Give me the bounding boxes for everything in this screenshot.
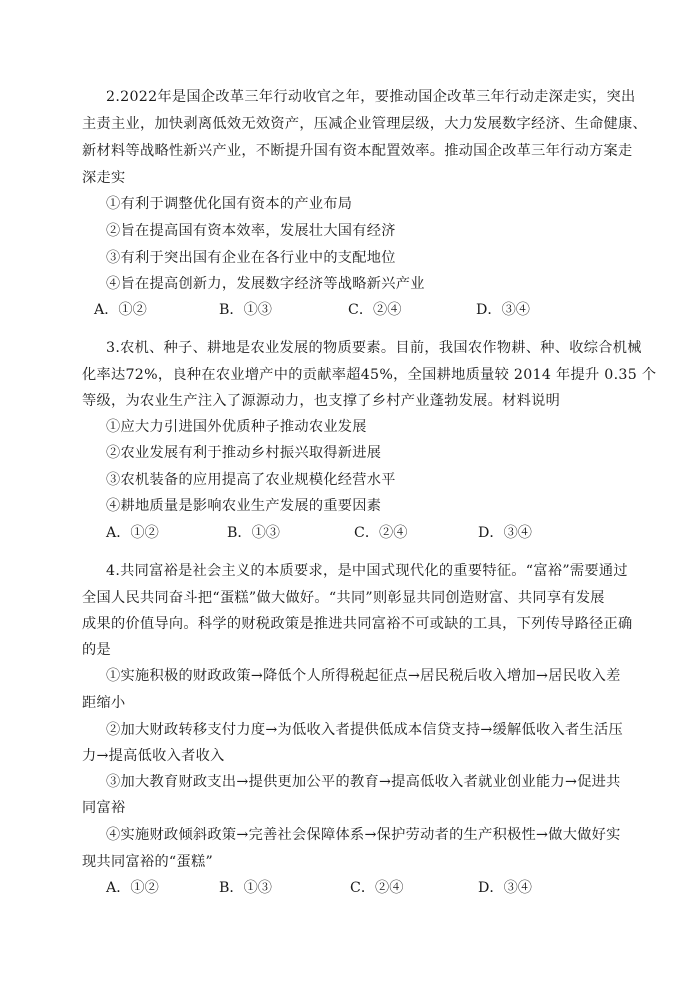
option-1: ①有利于调整优化国有资本的产业布局 xyxy=(106,196,353,212)
option-4-continuation: 现共同富裕的“蛋糕” xyxy=(82,854,214,870)
option-2-continuation: 力→提高低收入者收入 xyxy=(82,748,225,764)
choice-a: A．①② xyxy=(94,302,147,318)
option-2: ②加大财政转移支付力度→为低收入者提供低成本信贷支持→缓解低收入者生活压 xyxy=(106,722,623,738)
option-4: ④实施财政倾斜政策→完善社会保障体系→保护劳动者的生产积极性→做大做好实 xyxy=(106,827,621,843)
question-stem-line: 3.农机、种子、耕地是农业发展的物质要素。目前，我国农作物耕、种、收综合机械 xyxy=(106,340,642,356)
option-4: ④旨在提高创新力，发展数字经济等战略新兴产业 xyxy=(106,276,425,292)
option-3: ③农机装备的应用提高了农业规模化经营水平 xyxy=(106,472,396,488)
option-1-continuation: 距缩小 xyxy=(82,695,126,711)
choice-b: B．①③ xyxy=(219,880,272,896)
option-3: ③有利于突出国有企业在各行业中的支配地位 xyxy=(106,250,396,266)
choice-d: D．③④ xyxy=(476,302,530,318)
choice-a: A．①② xyxy=(106,525,159,541)
question-stem-line: 的是 xyxy=(82,642,111,658)
option-2: ②农业发展有利于推动乡村振兴取得新进展 xyxy=(106,445,382,461)
question-stem-line: 全国人民共同奋斗把“蛋糕”做大做好。“共同”则彰显共同创造财富、共同享有发展 xyxy=(82,590,605,606)
choice-d: D．③④ xyxy=(478,525,532,541)
answer-choices xyxy=(0,523,695,543)
option-2: ②旨在提高国有资本效率，发展壮大国有经济 xyxy=(106,223,396,239)
question-stem-line: 主责主业，加快剥离低效无效资产，压减企业管理层级，大力发展数字经济、生命健康、 xyxy=(82,116,648,132)
question-stem-line: 新材料等战略性新兴产业，不断提升国有资本配置效率。推动国企改革三年行动方案走 xyxy=(82,143,633,159)
answer-choices xyxy=(0,878,695,898)
choice-c: C．②④ xyxy=(348,302,402,318)
choice-b: B．①③ xyxy=(227,525,280,541)
option-3-continuation: 同富裕 xyxy=(82,800,126,816)
question-stem-line: 4.共同富裕是社会主义的本质要求，是中国式现代化的重要特征。“富裕”需要通过 xyxy=(106,563,628,579)
choice-c: C．②④ xyxy=(354,525,408,541)
answer-choices xyxy=(0,300,695,320)
choice-d: D．③④ xyxy=(478,880,532,896)
choice-c: C．②④ xyxy=(350,880,404,896)
question-stem-line: 化率达72%，良种在农业增产中的贡献率超45%，全国耕地质量较 2014 年提升 0.35 个 xyxy=(82,367,657,383)
choice-a: A．①② xyxy=(106,880,159,896)
question-stem-line: 2.2022年是国企改革三年行动收官之年，要推动国企改革三年行动走深走实，突出 xyxy=(106,89,636,105)
option-1: ①应大力引进国外优质种子推动农业发展 xyxy=(106,419,367,435)
option-4: ④耕地质量是影响农业生产发展的重要因素 xyxy=(106,498,382,514)
option-1: ①实施积极的财政政策→降低个人所得税起征点→居民税后收入增加→居民收入差 xyxy=(106,668,621,684)
question-stem-line: 深走实 xyxy=(82,170,126,186)
choice-b: B．①③ xyxy=(219,302,272,318)
question-stem-line: 成果的价值导向。科学的财税政策是推进共同富裕不可或缺的工具，下列传导路径正确 xyxy=(82,616,633,632)
option-3: ③加大教育财政支出→提供更加公平的教育→提高低收入者就业创业能力→促进共 xyxy=(106,774,621,790)
question-stem-line: 等级，为农业生产注入了源源动力，也支撑了乡村产业蓬勃发展。材料说明 xyxy=(82,393,561,409)
